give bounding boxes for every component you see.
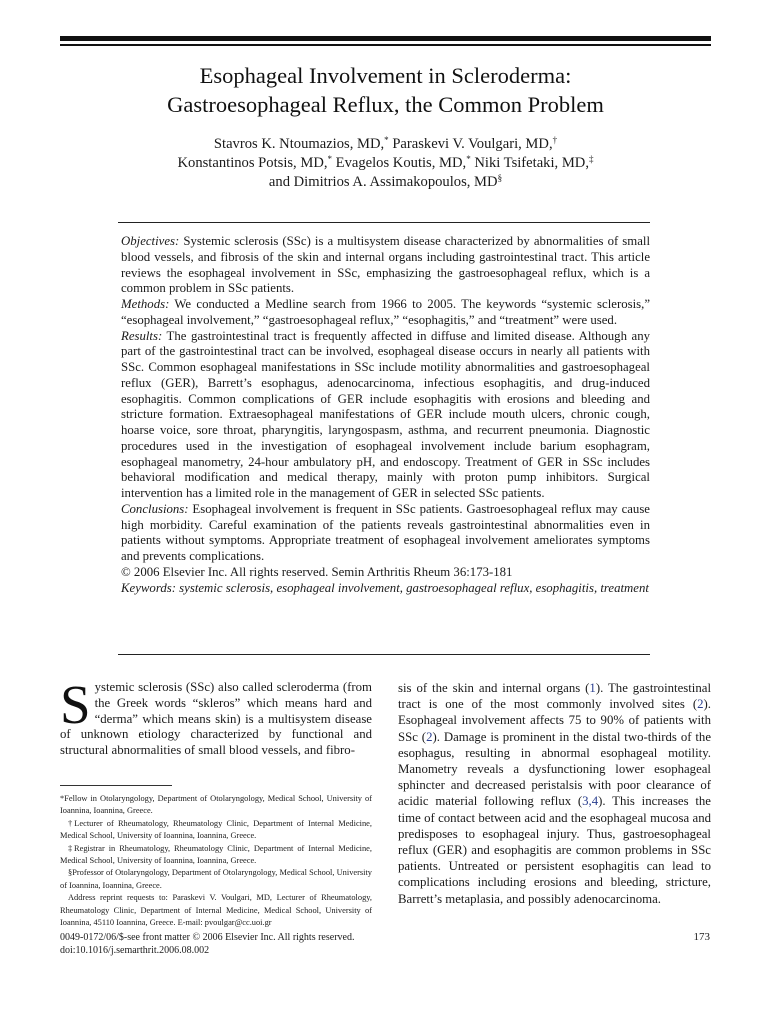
section-text: Systemic sclerosis (SSc) is a multisystem disease characterized by abnormalities of small blood vessels, and fibrosis of the skin and internal organs including gastrointestinal tract. This article reviews the esophageal involvement in SSc, emphasizing the gastroesophageal reflux, which is a common problem in SSc patients. bbox=[121, 234, 650, 296]
abstract-keywords bbox=[121, 581, 650, 597]
section-label: Conclusions: bbox=[121, 501, 189, 516]
author-line-2 bbox=[60, 154, 711, 173]
section-label: Results: bbox=[121, 328, 163, 343]
section-label: Objectives: bbox=[121, 234, 180, 248]
section-label: Keywords: bbox=[121, 580, 176, 595]
affiliation-mark: * bbox=[327, 154, 333, 164]
publication-info bbox=[60, 931, 354, 957]
body-text: ). This increases the time of contact between acid and the esophageal mucosa and predisposes to esophageal injury. Thus, gastroesophageal reflux (GER) and esophagitis are common problems in SSc patients. Untreated or persistent esophagitis can lead to complications including erosions and bleeding, stricture, Barrett’s metaplasia, and possibly adenocarcinoma. bbox=[398, 794, 711, 906]
reference-link[interactable]: 2 bbox=[697, 697, 704, 712]
body-left-column bbox=[60, 674, 372, 759]
body-text: ). Damage is prominent in the distal two-thirds of the esophagus, resulting in abnormal esophageal motility. Manometry reveals a dysfunctioning lower esophageal sphincter and decreased peristalsis with poor clearance of acidic material following reflux ( bbox=[398, 729, 712, 809]
body-paragraph: ystemic sclerosis (SSc) also called scleroderma (from the Greek words “skleros” which means hard and “derma” which means skin) is a multisystem disease of unknown etiology characterized by functional and structural abnormalities of small blood vessels, and fibro- bbox=[60, 680, 372, 757]
abstract-rule-top bbox=[118, 222, 650, 223]
author-name: Paraskevi V. Voulgari, MD, bbox=[388, 136, 553, 152]
body-text: ). Esophageal involvement affects 75 to 90% of patients with SSc ( bbox=[398, 697, 711, 744]
affiliation-mark: * bbox=[384, 135, 389, 145]
abstract-conclusions bbox=[121, 502, 650, 565]
body-right-column bbox=[398, 680, 711, 907]
article-title bbox=[60, 61, 711, 119]
title-line-1: Esophageal Involvement in Scleroderma: bbox=[199, 63, 572, 88]
header-rule-thick bbox=[60, 36, 711, 41]
page-number: 173 bbox=[693, 931, 710, 943]
affiliation-mark: † bbox=[552, 135, 558, 145]
author-line-3 bbox=[60, 173, 711, 192]
author-name: Evagelos Koutis, MD, bbox=[332, 155, 467, 171]
abstract-methods bbox=[121, 297, 650, 329]
author-name: Niki Tsifetaki, MD, bbox=[470, 155, 589, 171]
author-list bbox=[60, 135, 711, 192]
footnote: †Lecturer of Rheumatology, Rheumatology Clinic, Department of Internal Medicine, Medical School, University of Ioannina, Ioannina, Greece. bbox=[60, 818, 372, 841]
footnote: *Fellow in Otolaryngology, Department of Otolaryngology, Medical School, University of Ioannina, Ioannina, Greece. bbox=[60, 794, 372, 816]
reference-link[interactable]: 1 bbox=[589, 681, 596, 695]
affiliation-mark: ‡ bbox=[589, 154, 594, 164]
reference-link[interactable]: 2 bbox=[426, 729, 433, 744]
section-text: The gastrointestinal tract is frequently affected in diffuse and limited disease. Although any part of the gastrointestinal tract can be involved, esophageal disease occurs in nearly all patients with SSc. Common esophageal manifestations in SSc include motility abnormalities and gastroesophageal reflux (GER), Barrett’s esophagus, adenocarcinoma, infectious esophagitis, and drug-induced esophagitis. Common complications of GER include esophagitis with erosions and bleeding and stricture formation. Extraesophageal manifestations of GER include mouth ulcers, chronic cough, hoarse voice, sore throat, pharyngitis, laryngospasm, asthma, and recurrent pneumonia. Diagnostic procedures used in the investigation of esophageal involvement include barium esophagram, esophageal manometry, 24-hour ambulatory pH, and endoscopy. Treatment of GER in SSc includes behavioral modification and medical therapy, mainly with proton pump inhibitors. Surgical intervention has a limited role in the management of GER in selected SSc patients. bbox=[121, 328, 650, 500]
affiliation-mark: * bbox=[466, 154, 471, 164]
reference-link[interactable]: 3,4 bbox=[582, 794, 599, 809]
header-rule-thin bbox=[60, 44, 711, 46]
front-matter-line: 0049-0172/06/$-see front matter © 2006 Elsevier Inc. All rights reserved. bbox=[60, 932, 355, 943]
doi-line: doi:10.1016/j.semarthrit.2006.08.002 bbox=[60, 945, 210, 957]
abstract bbox=[121, 234, 650, 596]
abstract-copyright: © 2006 Elsevier Inc. All rights reserved. Semin Arthritis Rheum 36:173-181 bbox=[121, 564, 513, 579]
author-name: Stavros K. Ntoumazios, MD, bbox=[213, 136, 385, 152]
abstract-objectives bbox=[121, 234, 650, 297]
abstract-rule-bottom bbox=[118, 654, 650, 655]
footnote: ‡Registrar in Rheumatology, Rheumatology Clinic, Department of Internal Medicine, Medical School, University of Ioannina, Ioannina, Greece. bbox=[60, 843, 372, 866]
drop-cap: S bbox=[60, 674, 91, 735]
section-text: Esophageal involvement is frequent in SSc patients. Gastroesophageal reflux may cause high morbidity. Careful examination of the patients reveals gastrointestinal abnormalities even in patients without symptoms. Appropriate treatment of esophageal involvement ameliorates symptoms and prevents complications. bbox=[121, 501, 650, 563]
footnote: §Professor of Otolaryngology, Department of Otolaryngology, Medical School, University of Ioannina, Ioannina, Greece. bbox=[60, 868, 372, 890]
footnote-rule bbox=[60, 785, 172, 786]
footnotes bbox=[60, 793, 372, 929]
author-name: and Dimitrios A. Assimakopoulos, MD bbox=[268, 174, 498, 190]
author-line-1 bbox=[60, 135, 711, 154]
title-line-2: Gastroesophageal Reflux, the Common Problem bbox=[167, 92, 604, 117]
footnote: Address reprint requests to: Paraskevi V. Voulgari, MD, Lecturer of Rheumatology, Rheumatology Clinic, Department of Internal Medicine, Medical School, University of Ioannina, 45110 Ioannina, Greece. E-mail: pvoulgar@cc.uoi.gr bbox=[60, 893, 372, 928]
body-text: ). The gastrointestinal tract is one of the most commonly involved sites ( bbox=[398, 681, 711, 712]
section-text: We conducted a Medline search from 1966 to 2005. The keywords “systemic sclerosis,” “esophageal involvement,” “gastroesophageal reflux,” “esophagitis,” and “treatment” were used. bbox=[121, 297, 650, 327]
abstract-results bbox=[121, 329, 650, 502]
author-name: Konstantinos Potsis, MD, bbox=[177, 155, 328, 171]
keywords-text: systemic sclerosis, esophageal involvement, gastroesophageal reflux, esophagitis, treatment bbox=[175, 580, 649, 595]
affiliation-mark: § bbox=[497, 173, 503, 183]
body-text: sis of the skin and internal organs ( bbox=[398, 681, 590, 695]
section-label: Methods: bbox=[121, 297, 170, 311]
